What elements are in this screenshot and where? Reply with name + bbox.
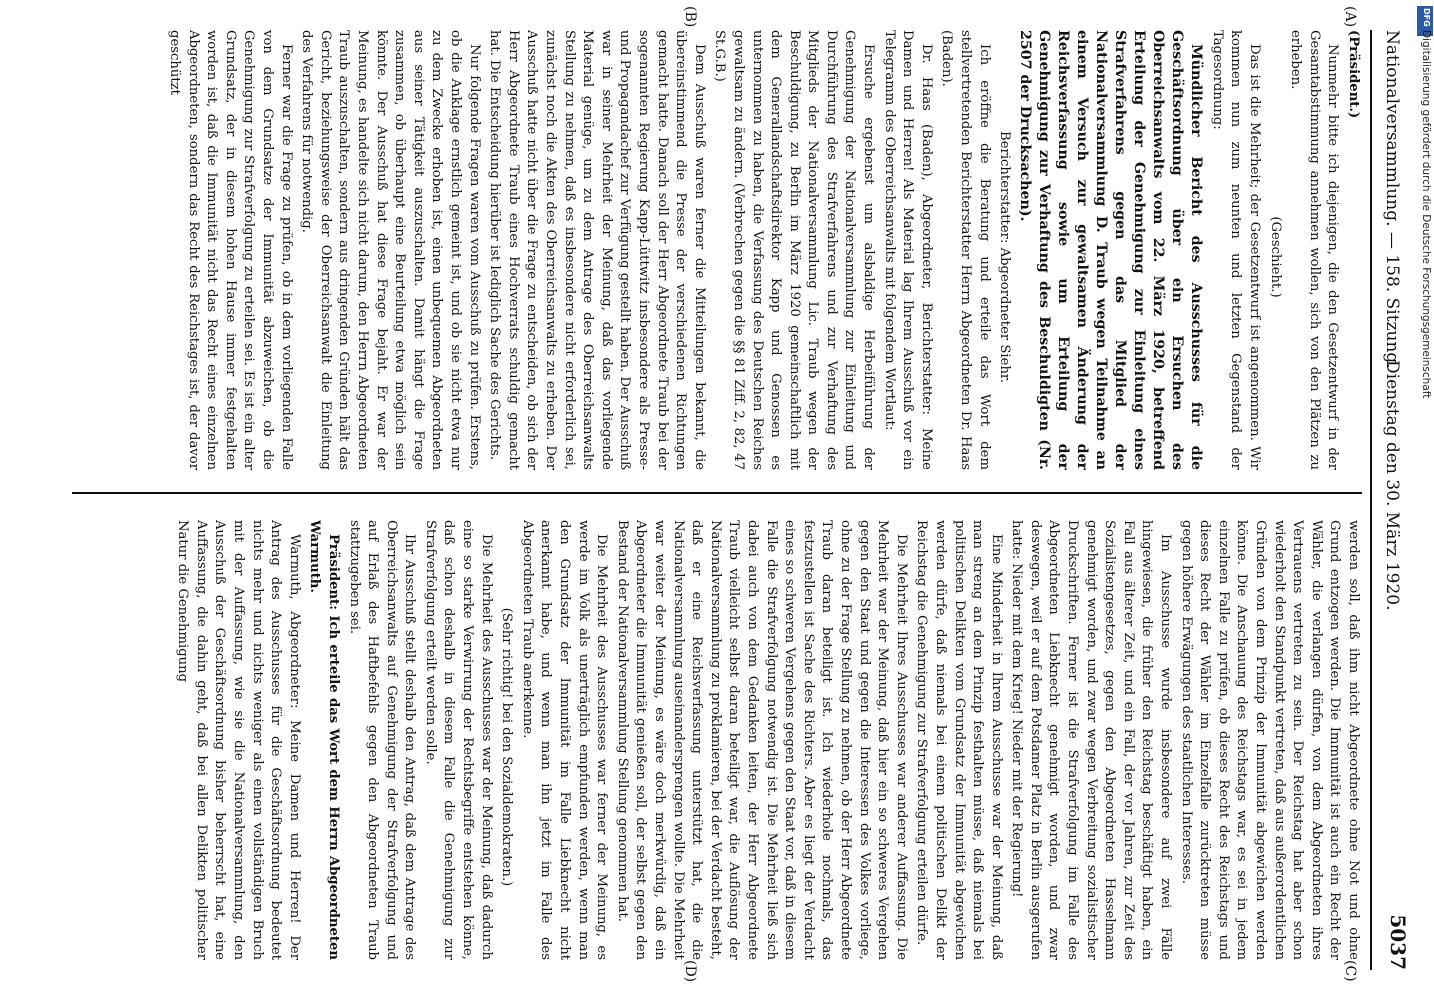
paragraph: Ich eröffne die Beratung und erteile das Wort dem stellvertretenden Berichterstatter Herrn Abgeordneten Dr. Haas (Baden). bbox=[939, 30, 992, 470]
digitization-credit bbox=[1418, 30, 1434, 970]
reporter-line: Berichterstatter: Abgeordneter Siehr. bbox=[997, 131, 1013, 383]
stage-direction: (Geschieht.) bbox=[1267, 216, 1283, 298]
margin-marker-c: (C) bbox=[1342, 960, 1358, 982]
header-left: Nationalversammlung. — 158. Sitzung. bbox=[1382, 30, 1402, 369]
left-column bbox=[72, 30, 1362, 470]
column-divider bbox=[72, 492, 1362, 494]
quoted-telegram: Ersuche ergebenst um alsbaldige Herbeiführung der Genehmigung der Nationalversammlung zur Einleitung und Durchführung des Strafverfahrens und zur Verhaftung des Mitglieds der Nationalversammlung Lic. Traub wegen der Beschuldigung, zu Berlin im März 1920 gemeinschaftlich mit dem Generallandschaftsdirektor Kapp und Genossen es unternommen zu haben, die Verfassung des Deutschen Reiches gewaltsam zu ändern. (Verbrechen gegen die §§ 81 Ziff. 2, 82, 47 St.G.B.) bbox=[712, 30, 877, 470]
agenda-item-title: Mündlicher Bericht des Ausschusses für die Geschäftsordnung über ein Ersuchen des Oberreichsanwalts vom 22. März 1920, betreffend Erteilung der Genehmigung zur Einleitung eines Strafverfahrens gegen das Mitglied der Nationalversammlung D. Traub wegen Teilnahme an einem Versuch zur gewaltsamen Änderung der Reichsverfassung sowie um Erteilung der Genehmigung zur Verhaftung des Beschuldigten (Nr. 2507 der Drucksachen). bbox=[1017, 30, 1205, 470]
margin-marker-b: (B) bbox=[682, 6, 698, 28]
speaker-paragraph: Präsident: Ich erteile das Wort dem Herrn Abgeordneten Warmuth. bbox=[307, 520, 341, 960]
right-column bbox=[72, 520, 1362, 960]
paragraph: werden soll, daß ihm nicht Abgeordnete ohne Not und ohne Grund entzogen werden. Die Immunität ist auch ein Recht der Wähler, die verlangen dürfen, von dem Abgeordneten ihres Vertrauens vertreten zu sein. Der Reichstag hat aber schon wiederholt den Standpunkt vertreten, daß aus außerordentlichen Gründen von dem Prinzip der Immunität abgewichen werden könne. Die Anschauung des Reichstags war, es sei in jedem einzelnen Falle zu prüfen, ob dieses Recht des Reichstags und dieses Recht der Wähler im Einzelfalle zurücktreten müsse gegen höhere Erwägungen des staatlichen Interesses. bbox=[1178, 520, 1361, 960]
header-date: Dienstag den 30. März 1920. bbox=[1382, 360, 1402, 611]
paragraph: Ihr Ausschuß stellt deshalb den Antrag, daß dem Antrage des Oberreichsanwalts auf Genehmigung der Strafverfolgung und auf Erlaß des Haftbefehls gegen den Abgeordneten Traub stattzugeben sei. bbox=[346, 520, 418, 960]
dfg-logo-text: DFG bbox=[1422, 8, 1431, 27]
document-page bbox=[58, 0, 1418, 1000]
paragraph: Die Mehrheit Ihres Ausschusses war anderer Auffassung. Die Mehrheit war der Meinung, daß hier ein so schweres Vergehen gegen den Staat und gegen die Interessen des Volkes vorliege, ohne zu der Frage Stellung zu nehmen, ob der Herr Abgeordnete Traub daran beteiligt ist. Ich wiederhole nochmals, das festzustellen ist Sache des Richters. Aber es liegt der Verdacht eines so schweren Vergehens gegen den Staat vor, daß in diesem Falle die Strafverfolgung notwendig ist. Die Mehrheit ließ sich dabei auch von dem Gedanken leiten, der Herr Abgeordnete Traub vielleicht selbst daran beteiligt war, die Auflösung der Nationalversammlung zu proklamieren, bei der Verdacht besteht, daß er eine Reichsverfassung unterstützt hat, die die Nationalversammlung auseinandersprengen wollte. Die Mehrheit war weiter der Meinung, es wäre doch merkwürdig, daß ein Abgeordneter die Immunität genießen soll, der selbst gegen den Bestand der Nationalversammlung Stellung genommen hat. bbox=[614, 520, 909, 960]
page-header bbox=[1370, 30, 1410, 970]
paragraph: Dem Ausschuß waren ferner die Mitteilungen bekannt, die übereinstimmend die Presse der verschiedenen Richtungen gemacht hatte. Danach soll der Herr Abgeordnete Traub bei der sogenannten Regierung Kapp-Lüttwitz insbesondere als Presse- und Propagandachef zur Verfügung gestellt haben. Der Ausschuß war in seiner Mehrheit der Meinung, daß das vorliegende Material genüge, um zu dem Antrage des Oberreichsanwalts Stellung zu nehmen, daß es insbesondere nicht erforderlich sei, zunächst noch die Akten des Oberreichsanwalts zu erheben. Der Ausschuß hatte nicht über die Frage zu entscheiden, ob sich der Herr Abgeordnete Traub eines Hochverrats schuldig gemacht hat. Die Entscheidung hierüber ist lediglich Sache des Gerichts. bbox=[487, 30, 707, 470]
paragraph: Die Mehrheit des Ausschusses war der Meinung, daß dadurch eine so starke Verwirrung der Rechtsbegriffe entstehen könne, daß schon deshalb in diesem Falle die Genehmigung zur Strafverfolgung erteilt werden solle. bbox=[422, 520, 494, 960]
speaker-label: (Präsident.) bbox=[1346, 30, 1361, 119]
paragraph: Nur folgende Fragen waren vom Ausschuß zu prüfen. Erstens, ob die Anklage ernstlich gemeint ist, und ob sie nicht etwa nur zu dem Zwecke erhoben ist, einen unbequemen Abgeordneten aus seiner Tätigkeit auszuschalten. Damit hängt die Frage zusammen, ob überhaupt eine Beurteilung etwa möglich sein könnte. Der Ausschuß hat diese Frage bejaht. Er war der Meinung, es handelte sich nicht darum, den Herrn Abgeordneten Traub auszuschalten, sondern aus dringenden Gründen hält das Gericht, beziehungsweise der Oberreichsanwalt die Einleitung des Verfahrens für notwendig. bbox=[299, 30, 482, 470]
paragraph: Dr. Haas (Baden), Abgeordneter, Berichterstatter: Meine Damen und Herren! Als Material lag Ihrem Ausschuß vor ein Telegramm des Oberreichsanwalts mit folgendem Wortlaut: bbox=[881, 30, 934, 470]
margin-marker-a: (A) bbox=[1342, 6, 1358, 28]
paragraph: Eine Minderheit in Ihrem Ausschusse war der Meinung, daß man streng an dem Prinzip festhalten müsse, daß niemals bei politischen Delikten vom Grundsatz der Immunität abgewichen werden dürfe, daß niemals bei einem politischen Delikt der Reichstag die Genehmigung zur Strafverfolgung erteilen dürfe. bbox=[914, 520, 1004, 960]
paragraph: Das ist die Mehrheit; der Gesetzentwurf ist angenommen. Wir kommen nun zum neunten und letzten Gegenstand der Tagesordnung: bbox=[1209, 30, 1263, 470]
margin-marker-d: (D) bbox=[682, 960, 698, 983]
paragraph: Nunmehr bitte ich diejenigen, die den Gesetzentwurf in der Gesamtabstimmung annehmen wollen, sich von den Plätzen zu erheben. bbox=[1288, 30, 1341, 470]
interjection: (Sehr richtig! bei den Sozialdemokraten.) bbox=[499, 607, 515, 887]
paragraph: Warmuth, Abgeordneter: Meine Damen und Herren! Der Antrag des Ausschusses für die Geschäftsordnung bedeutet nichts mehr und nichts weniger als einen vollständigen Bruch mit der Auffassung, wie sie die Nationalversammlung, den Ausschuß der Geschäftsordnung bisher beherrscht hat, eine Auffassung, die dahin geht, daß bei allen Delikten politischer Natur die Genehmigung bbox=[175, 520, 302, 960]
paragraph: Die Mehrheit des Ausschusses war ferner der Meinung, es werde im Volk als unerträglich empfunden werden, wenn man den Grundsatz der Immunität im Falle Liebknecht nicht anerkannt habe, und wenn man ihn jetzt im Falle des Abgeordneten Traub anerkenne. bbox=[519, 520, 610, 960]
paragraph: Im Ausschusse wurde insbesondere auf zwei Fälle hingewiesen, die früher den Reichstag beschäftigt haben, ein Fall aus älterer Zeit, und ein Fall, der vor Jahren, zur Zeit des Sozialistengesetzes, gegen den Abgeordneten Hasselmann genehmigt worden, und zwar wegen Verbreitung sozialistischer Druckschriften. Ferner ist die Strafverfolgung im Falle des Abgeordneten Liebknecht genehmigt worden, und zwar deswegen, weil er auf dem Potsdamer Platz in Berlin ausgerufen hatte: Nieder mit dem Krieg! Nieder mit der Regierung! bbox=[1009, 520, 1174, 960]
paragraph: Ferner war die Frage zu prüfen, ob in dem vorliegenden Falle von dem Grundsatze der Immunität abzuweichen, ob die Genehmigung zur Strafverfolgung zu erteilen sei. Es ist ein alter Grundsatz, der in diesem hohen Hause immer festgehalten worden ist, daß die Immunität nicht das Recht eines einzelnen Abgeordneten, sondern das Recht des Reichstages ist, der davor geschützt bbox=[167, 30, 294, 470]
credit-text: Digitalisierung gefördert durch die Deutsche Forschungsgemeinschaft bbox=[1420, 30, 1432, 399]
page-number: 5037 bbox=[1386, 914, 1410, 970]
header-rule bbox=[1370, 30, 1372, 970]
